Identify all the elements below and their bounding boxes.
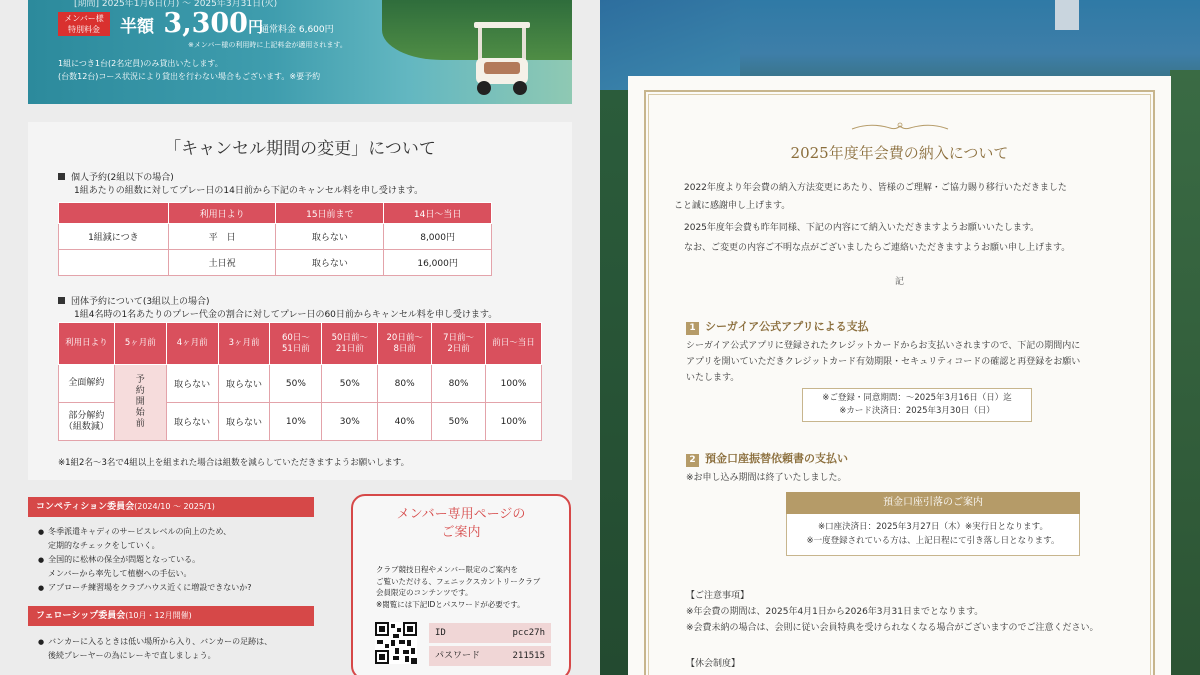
list-item: ● バンカーに入るときは低い場所から入り、バンカーの足跡は、 (38, 636, 272, 647)
cancel-policy-section (28, 122, 572, 480)
group-cancel-table (58, 322, 542, 441)
qr-code-icon[interactable] (375, 622, 417, 664)
half-label: 半額 (120, 17, 154, 37)
table-cell: 取らない (276, 224, 384, 250)
group-heading (58, 294, 210, 307)
list-item: 後続プレーヤーの為にレーキで直しましょう。 (48, 651, 216, 660)
table-cell: 8,000円 (384, 224, 492, 250)
table-cell: 100% (486, 403, 542, 441)
section1-text: いたします。 (686, 373, 740, 383)
caution-line: ※年会費の期間は、2025年4月1日から2026年3月31日までとなります。 (686, 607, 984, 617)
group-desc: 1組4名時の1名あたりのプレー代金の割合に対してプレー日の60日前からキャンセル料を申し受けます。 (74, 310, 498, 320)
section-title: シーガイア公式アプリによる支払 (705, 320, 869, 333)
caution-line: ※会費未納の場合は、会則に従い会員特典を受けられなくなる場合がございますのでご注意ください。 (686, 623, 1099, 633)
table-row-label: 全面解約 (59, 365, 115, 403)
notice-paragraph: 2025年度年会費も昨年同様、下記の内容にて納入いただきますようお願いいたします。 (684, 223, 1040, 233)
table-header: 20日前～ 8日前 (378, 323, 432, 365)
table-header: 7日前～ 2日前 (432, 323, 486, 365)
group-heading-text: 団体予約について(3組以上の場合) (71, 297, 210, 307)
table-row (59, 365, 542, 403)
table-cell: 土日祝 (168, 250, 276, 276)
forest-image (1170, 70, 1200, 675)
list-item: ● 全国的に松林の保全が問題となっている。 (38, 554, 200, 565)
caution-title: 【ご注意事項】 (686, 591, 750, 601)
table-cell: 取らない (218, 365, 270, 403)
section2-text: ※お申し込み期間は終了いたしました。 (686, 473, 847, 483)
table-cell: 80% (432, 365, 486, 403)
table-cell: 取らない (166, 365, 218, 403)
section-number: 1 (686, 322, 699, 335)
cancel-note: ※1組2名～3名で4組以上を組まれた場合は組数を減らしていただきますようお願いします。 (58, 458, 410, 468)
list-item: 定期的なチェックをしていく。 (48, 541, 160, 550)
rental-note: 1組につき1台(2名定員)のみ貸出いたします。 (58, 59, 223, 68)
section2-heading (686, 450, 848, 467)
rental-note: (台数12台)コース状況により貸出を行わない場合もございます。※要予約 (58, 72, 321, 81)
table-header: 60日～ 51日前 (270, 323, 322, 365)
list-item: ● アプローチ練習場をクラブハウス近くに増設できないか? (38, 582, 251, 593)
table-header: 4ヶ月前 (166, 323, 218, 365)
table-cell: 取らない (276, 250, 384, 276)
table-header: 利用日より (168, 203, 276, 224)
table-cell: 50% (322, 365, 378, 403)
table-row-label: 部分解約 （組数減） (59, 403, 115, 441)
table-cell: 取らない (166, 403, 218, 441)
square-bullet-icon (58, 173, 65, 180)
fellowship-committee-heading (28, 606, 314, 626)
ki-mark: 記 (894, 277, 904, 287)
table-cell: 16,000円 (384, 250, 492, 276)
notice-title: 2025年度年会費の納入について (790, 144, 1009, 162)
table-cell: 10% (270, 403, 322, 441)
member-price-badge: メンバー様 特別料金 (58, 12, 110, 36)
section1-text: アプリを開いていただきクレジットカード有効期限・セキュリティコードの確認と再登録をお願い (686, 357, 1081, 367)
member-page-box (351, 494, 571, 675)
table-cell (59, 250, 169, 276)
half-price (120, 8, 263, 39)
id-value: pcc27h (512, 628, 545, 638)
password-value: 211515 (512, 651, 545, 661)
table-header: 3ヶ月前 (218, 323, 270, 365)
section-number: 2 (686, 454, 699, 467)
committee-title: フェローシップ委員会 (36, 611, 126, 621)
table-cell: 30% (322, 403, 378, 441)
reserve-start-cell: 予 約 開 始 前 (114, 365, 166, 441)
table-header (59, 203, 169, 224)
table-header: 15日前まで (276, 203, 384, 224)
notice-paragraph: なお、ご変更の内容ご不明な点がございましたらご連絡いただきますようお願い申し上げます。 (684, 243, 1071, 253)
section1-text: シーガイア公式アプリに登録されたクレジットカードからお支払いされますので、下記の期間内に (686, 341, 1081, 351)
table-cell: 40% (378, 403, 432, 441)
notice-paragraph: 2022年度より年会費の納入方法変更にあたり、皆様のご理解・ご協力賜り移行いただきました (684, 183, 1067, 193)
hotel-tower-image (1055, 0, 1079, 30)
competition-committee-heading (28, 497, 314, 517)
id-label: ID (435, 628, 446, 638)
table-cell: 100% (486, 365, 542, 403)
table-cell: 取らない (218, 403, 270, 441)
table-cell: 50% (432, 403, 486, 441)
personal-cancel-table (58, 202, 492, 276)
ornament-icon (850, 120, 950, 134)
cancel-title: 「キャンセル期間の変更」について (164, 139, 436, 159)
registration-deadline-box: ※ご登録・同意期間：～2025年3月16日（日）迄 ※カード決済日：2025年3月30日（日） (802, 388, 1032, 422)
golf-cart-image (466, 18, 538, 98)
list-item: ● 冬季派遣キャディのサービスレベルの向上のため、 (38, 526, 231, 537)
member-id (429, 623, 551, 643)
personal-desc: 1組あたりの組数に対してプレー日の14日前から下記のキャンセル料を申し受けます。 (74, 186, 424, 196)
table-header: 14日～当日 (384, 203, 492, 224)
right-page (600, 0, 1200, 675)
table-header: 利用日より (59, 323, 115, 365)
regular-price: 通常料金 6,600円 (260, 25, 334, 35)
table-cell: 50% (270, 365, 322, 403)
table-header: 前日～当日 (486, 323, 542, 365)
personal-heading (58, 170, 174, 183)
annual-fee-notice (628, 76, 1171, 675)
debit-heading: 預金口座引落のご案内 (786, 492, 1080, 514)
personal-heading-text: 個人予約(2組以下の場合) (71, 173, 174, 183)
price-value: 3,300 (163, 8, 248, 39)
list-item: メンバーから率先して植樹への手伝い。 (48, 569, 192, 578)
notice-paragraph: こと誠に感謝申し上げます。 (674, 201, 791, 211)
committee-title: コンペティション委員会 (36, 502, 135, 512)
table-header: 5ヶ月前 (114, 323, 166, 365)
member-note: ※メンバー様の利用時に上記料金が適用されます。 (188, 41, 347, 49)
kyukai-title: 【休会制度】 (686, 659, 741, 669)
table-cell: 80% (378, 365, 432, 403)
banner-date: [期間] 2025年1月6日(月) ～ 2025年3月31日(火) (74, 0, 278, 9)
table-row (59, 250, 492, 276)
section1-heading (686, 318, 869, 335)
member-page-text: クラブ競技日程やメンバー限定のご案内を ご覧いただける、フェニックスカントリークラブ 会員限定のコンテンツです。 ※閲覧には下記IDとパスワードが必要です。 (376, 565, 541, 609)
forest-image (600, 90, 630, 675)
password-label: パスワード (435, 651, 481, 661)
square-bullet-icon (58, 297, 65, 304)
member-password (429, 646, 551, 666)
table-cell: 1組減につき (59, 224, 169, 250)
cart-rental-banner (28, 0, 572, 104)
committee-period: (2024/10 ～ 2025/1) (134, 502, 215, 511)
table-cell: 平 日 (168, 224, 276, 250)
table-row (59, 224, 492, 250)
price-yen: 円 (247, 18, 263, 36)
section-title: 預金口座振替依頼書の支払い (705, 452, 848, 465)
member-page-title: メンバー専用ページの ご案内 (396, 507, 526, 540)
debit-body: ※口座決済日：2025年3月27日（木）※実行日となります。 ※一度登録されている方は、上記日程にて引き落し日となります。 (786, 514, 1080, 556)
committee-period: (10月・12月開催) (125, 611, 192, 620)
table-header: 50日前～ 21日前 (322, 323, 378, 365)
